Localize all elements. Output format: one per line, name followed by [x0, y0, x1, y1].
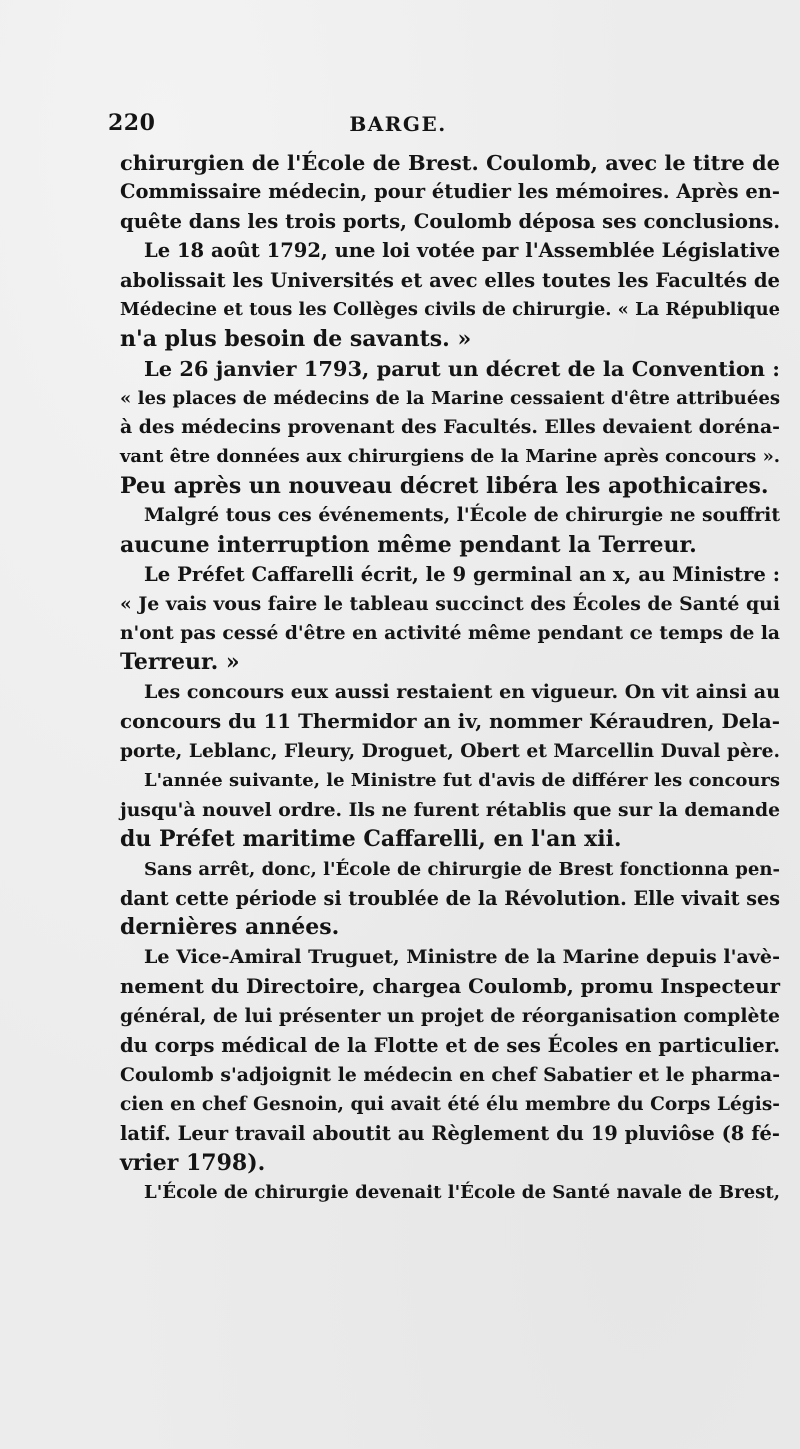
text-line: Sans arrêt, donc, l'École de chirurgie de Brest fonctionna pen- [144, 858, 780, 880]
text-line: Le Vice-Amiral Truguet, Ministre de la Marine depuis l'avè- [144, 945, 780, 968]
text-line: cien en chef Gesnoin, qui avait été élu membre du Corps Légis- [120, 1094, 780, 1115]
text-line: du corps médical de la Flotte et de ses Écoles en particulier. [120, 1034, 780, 1058]
text-line: porte, Leblanc, Fleury, Droguet, Obert et Marcellin Duval père. [120, 739, 780, 762]
text-line: Le Préfet Caffarelli écrit, le 9 germinal an x, au Ministre : [144, 563, 780, 587]
text-line: du Préfet maritime Caffarelli, en l'an xii. [120, 826, 622, 853]
text-line: jusqu'à nouvel ordre. Ils ne furent rétablis que sur la demande [120, 798, 780, 821]
text-line: Le 18 août 1792, une loi votée par l'Assemblée Législative [144, 239, 780, 263]
text-line: « les places de médecins de la Marine cessaient d'être attribuées [120, 387, 780, 409]
text-line: Coulomb s'adjoignit le médecin en chef Sabatier et le pharma- [120, 1063, 780, 1086]
text-line: aucune interruption même pendant la Terreur. [120, 531, 697, 558]
text-line: L'École de chirurgie devenait l'École de Santé navale de Brest, [144, 1182, 781, 1204]
page-header [108, 110, 688, 140]
text-line: nement du Directoire, chargea Coulomb, promu Inspecteur [120, 974, 780, 999]
running-head: BARGE. [349, 112, 447, 136]
text-line: Les concours eux aussi restaient en vigueur. On vit ainsi au [144, 680, 780, 703]
text-line: Commissaire médecin, pour étudier les mémoires. Après en- [120, 180, 780, 204]
text-line: vant être données aux chirurgiens de la Marine après concours ». [120, 446, 780, 468]
text-line: Malgré tous ces événements, l'École de chirurgie ne souffrit [144, 504, 780, 527]
text-line: vrier 1798). [120, 1149, 266, 1176]
text-line: n'ont pas cessé d'être en activité même pendant ce temps de la [120, 623, 780, 644]
text-line: chirurgien de l'École de Brest. Coulomb, avec le titre de [120, 150, 780, 175]
text-line: Le 26 janvier 1793, parut un décret de la Convention : [144, 356, 780, 382]
text-line: général, de lui présenter un projet de réorganisation complète [120, 1004, 780, 1027]
text-line: abolissait les Universités et avec elles toutes les Facultés de [120, 268, 780, 292]
text-line: « Je vais vous faire le tableau succinct des Écoles de Santé qui [120, 592, 781, 615]
page-number: 220 [108, 110, 156, 136]
body-text [120, 148, 780, 1208]
text-line: Terreur. » [120, 649, 240, 676]
text-line: Peu après un nouveau décret libéra les apothicaires. [120, 472, 769, 499]
text-line: n'a plus besoin de savants. » [120, 325, 472, 352]
text-line: concours du 11 Thermidor an iv, nommer Kéraudren, Dela- [120, 709, 780, 734]
text-line: dant cette période si troublée de la Révolution. Elle vivait ses [120, 886, 780, 910]
text-line: quête dans les trois ports, Coulomb déposa ses conclusions. [120, 209, 781, 233]
text-line: Médecine et tous les Collèges civils de chirurgie. « La République [120, 299, 780, 321]
text-line: latif. Leur travail aboutit au Règlement du 19 pluviôse (8 fé- [120, 1122, 780, 1146]
text-line: dernières années. [120, 914, 340, 941]
text-line: L'année suivante, le Ministre fut d'avis de différer les concours [144, 770, 780, 792]
text-line: à des médecins provenant des Facultés. Elles devaient doréna- [120, 415, 780, 438]
